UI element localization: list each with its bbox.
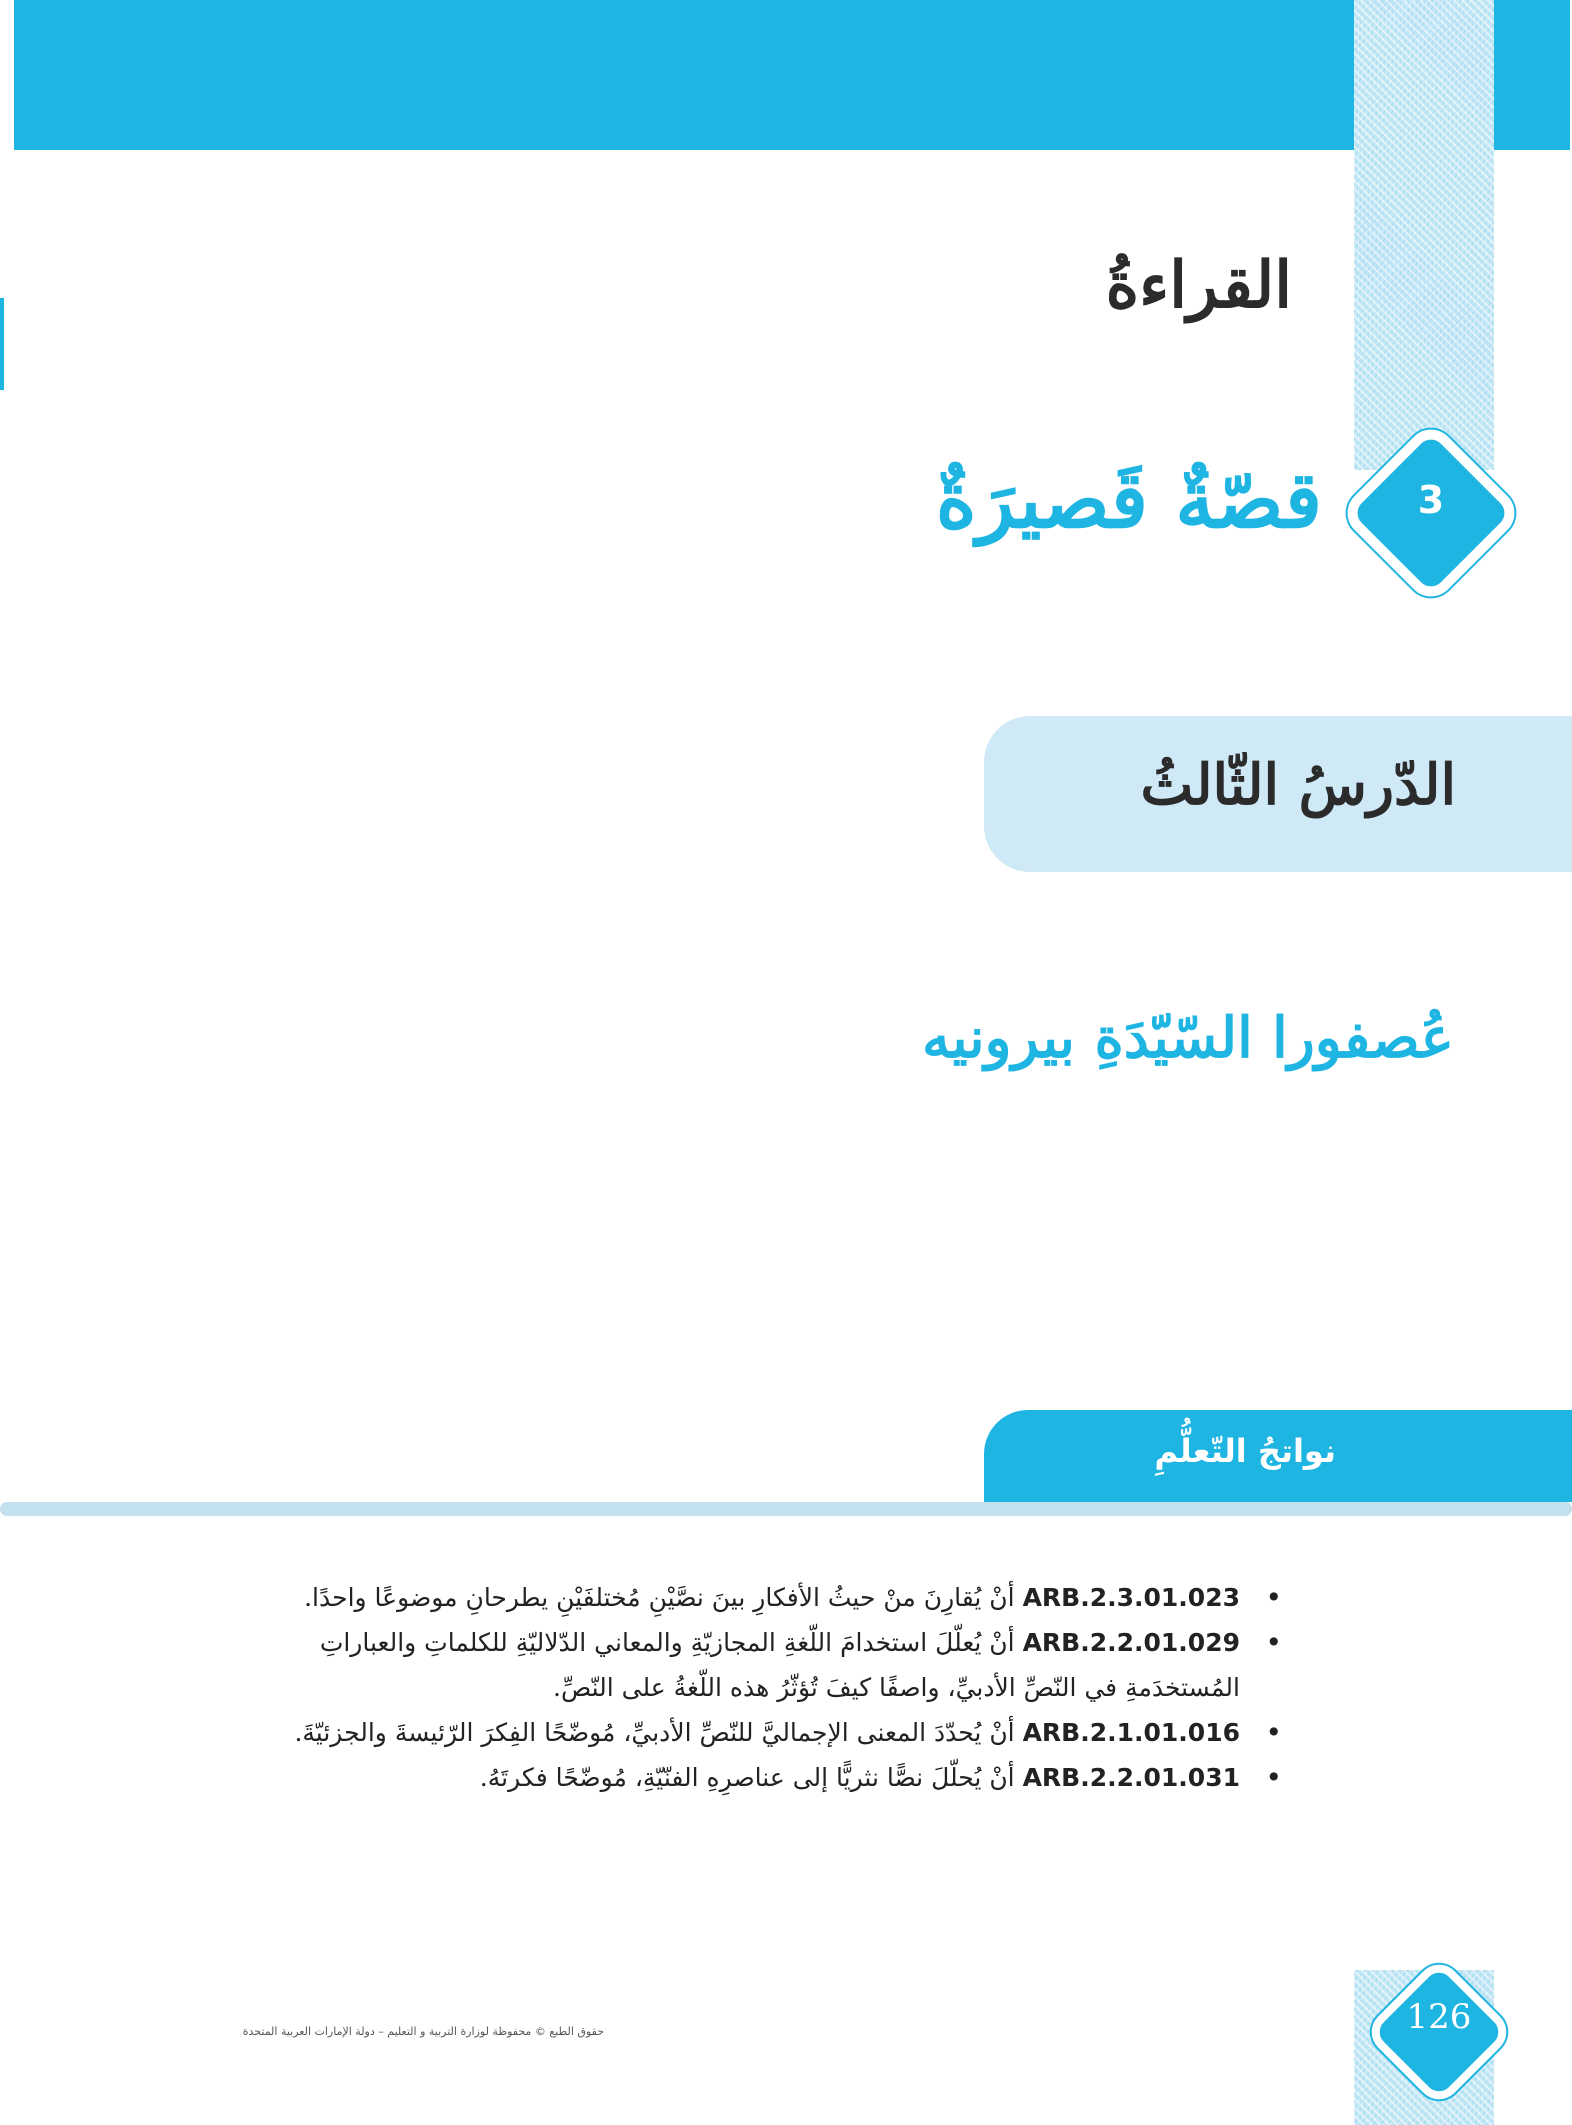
copyright-note: حقوق الطبع © محفوظة لوزارة التربية و التعليم – دولة الإمارات العربية المتحدة — [242, 2025, 604, 2038]
outcome-text: أنْ يُحلّلَ نصًّا نثريًّا إلى عناصرِهِ الفنّيّةِ، مُوضّحًا فكرتَهُ. — [479, 1763, 1015, 1792]
outcome-text: أنْ يُحدّدَ المعنى الإجماليَّ للنّصِّ الأدبيِّ، مُوضّحًا الفِكرَ الرّئيسةَ والجزئيّةَ. — [294, 1718, 1015, 1747]
unit-title: القراءةُ — [1105, 248, 1292, 323]
list-item — [202, 1710, 1282, 1755]
chapter-number: 3 — [1417, 478, 1445, 522]
lesson-title: الدّرسُ الثّالثُ — [1140, 752, 1456, 818]
decorative-texture-strip — [1354, 0, 1494, 470]
list-item — [202, 1575, 1282, 1620]
outcome-code: ARB.2.3.01.023 — [1022, 1583, 1240, 1612]
outcome-code: ARB.2.2.01.031 — [1022, 1763, 1240, 1792]
page-number: 126 — [1406, 1997, 1472, 2037]
outcome-code: ARB.2.1.01.016 — [1022, 1718, 1240, 1747]
learning-outcomes-list — [202, 1575, 1282, 1800]
outcome-code: ARB.2.2.01.029 — [1022, 1628, 1240, 1657]
left-edge-mark — [0, 298, 4, 390]
chapter-title: قصّةٌ قَصيرَةٌ — [935, 455, 1322, 546]
outcome-text: أنْ يُعلّلَ استخدامَ اللّغةِ المجازيّةِ والمعاني الدّلاليّةِ للكلماتِ والعباراتِ المُستخدَمةِ في النّصِّ الأدبيِّ، واصفًا كيفَ تُؤثّرُ هذه اللّغةُ على النّصِّ. — [319, 1628, 1240, 1702]
list-item — [202, 1620, 1282, 1710]
learning-outcomes-heading: نواتجُ التّعلُّمِ — [1154, 1432, 1336, 1470]
outcome-text: أنْ يُقارِنَ منْ حيثُ الأفكارِ بينَ نصَّيْنِ مُختلفَيْنِ يطرحانِ موضوعًا واحدًا. — [304, 1583, 1015, 1612]
learning-outcomes-rule — [0, 1502, 1572, 1516]
top-color-band — [14, 0, 1570, 150]
story-title: عُصفورا السّيّدَةِ بيرونيه — [922, 1005, 1454, 1071]
list-item — [202, 1755, 1282, 1800]
